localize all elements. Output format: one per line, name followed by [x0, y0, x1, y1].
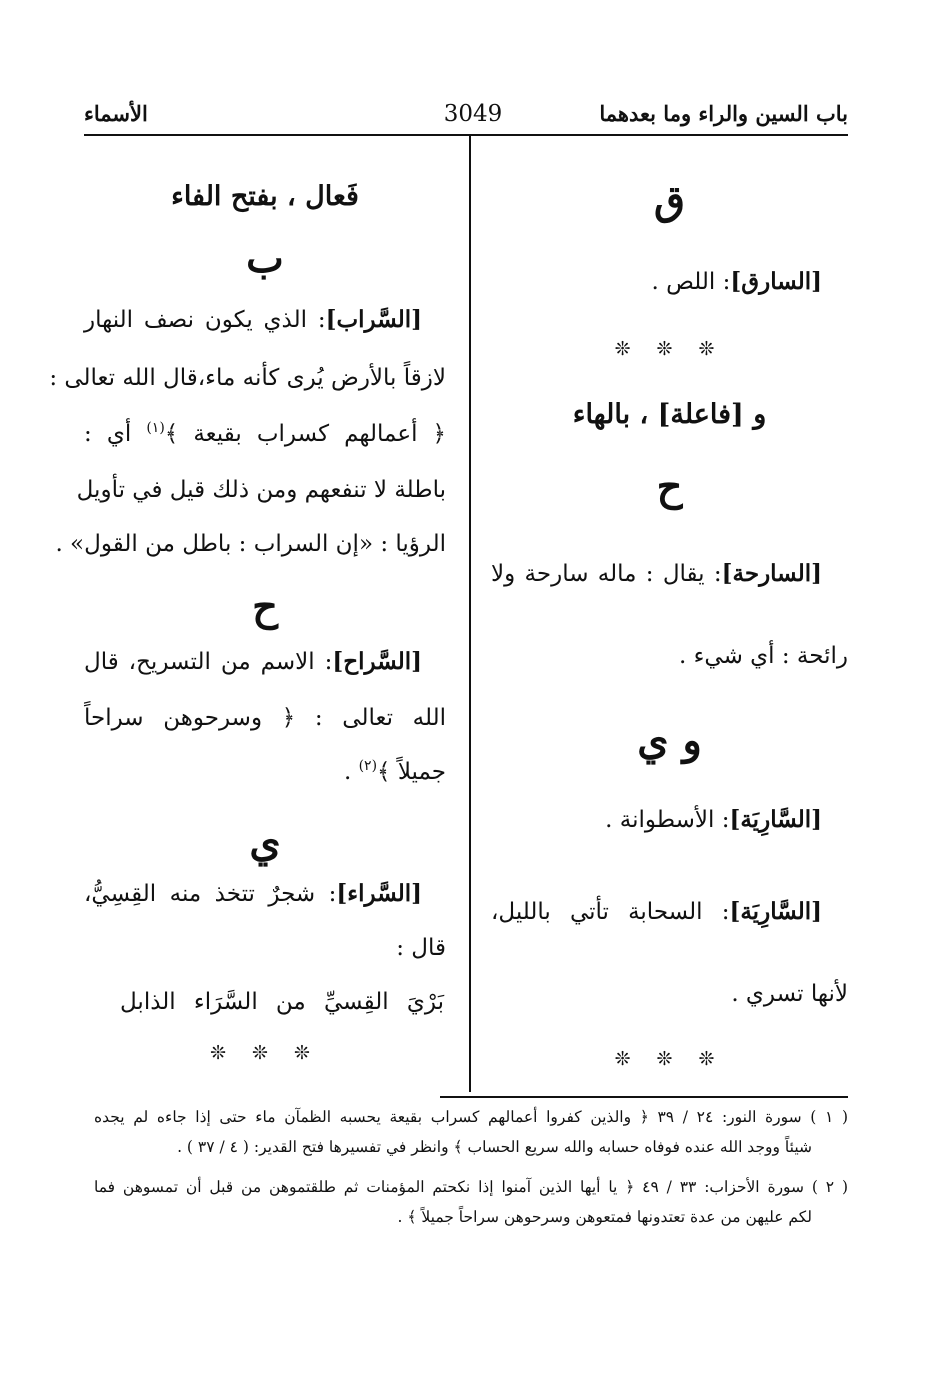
entry-definition: أي : — [84, 421, 132, 447]
letter-heading-waw-ya: و ي — [637, 717, 702, 764]
entry-term: [السَّراب] — [325, 306, 422, 333]
section-title: و [فاعلة] ، بالهاء — [572, 399, 767, 430]
page-number: 3049 — [443, 101, 503, 127]
entry-term: [السَّراح] — [332, 648, 422, 675]
footnote-2-line-2: لكم عليهن من عدة تعتدونها فمتعوهن وسرحوهن سراحاً جميلاً ﴾ . — [397, 1208, 812, 1226]
entry-sara-line-2: قال : — [396, 935, 446, 961]
letter-heading-ha: ح — [656, 463, 683, 510]
entry-sarah-line-1 — [84, 640, 422, 684]
footnote-1-line-1: ( ١ ) سورة النور: ٢٤ / ٣٩ ﴿ والذين كفروا أعمالهم كسراب بقيعة يحسبه الظمآن ماء حتى إذا جاءه لم يجده — [94, 1108, 849, 1126]
entry-sariya-cloud-line-1 — [491, 890, 822, 934]
column-divider — [469, 134, 471, 1092]
entry-sarab-line-3 — [84, 412, 446, 456]
entry-sara-line-1 — [84, 872, 422, 916]
entry-definition: : اللص . — [651, 269, 731, 295]
footnote-marker: (٢) — [358, 758, 378, 774]
entry-definition: : السحابة تأتي بالليل، — [491, 899, 730, 925]
footnote-marker: (١) — [146, 420, 165, 436]
entry-term: [السَّارِيَة] — [729, 898, 822, 925]
quran-quote: جميلاً ﴾ — [377, 759, 446, 785]
entry-sarab-line-1 — [84, 298, 422, 342]
letter-heading-ya: ي — [249, 819, 281, 866]
entry-definition: : الاسم من التسريح، قال — [84, 649, 333, 675]
separator-stars: ❊ ❊ ❊ — [210, 1042, 320, 1064]
header-rule — [84, 134, 848, 136]
entry-definition: : الأسطوانة . — [605, 807, 730, 833]
entry-term: [السَّراء] — [336, 880, 422, 907]
entry-term: [السَّارِيَة] — [729, 806, 822, 833]
section-title: فَعال ، بفتح الفاء — [171, 181, 359, 212]
entry-sarab-line-5: الرؤيا : «إن السراب : باطل من القول» . — [55, 531, 446, 557]
entry-sariya-column — [491, 798, 822, 842]
letter-heading-ha: ح — [252, 583, 278, 630]
separator-stars: ❊ ❊ ❊ — [614, 1048, 725, 1070]
entry-sarab-line-4: باطلة لا تنفعهم ومن ذلك قيل في تأويل — [76, 477, 446, 503]
letter-heading-qaf: ق — [653, 177, 686, 224]
footnote-1-line-2: شيئاً ووجد الله عنده فوفاه حسابه والله سريع الحساب ﴾ وانظر في تفسيرها فتح القدير: ( ٤ / ٣٧ ) . — [177, 1138, 812, 1156]
entry-definition: : الذي يكون نصف النهار — [84, 307, 326, 333]
entry-sariha-line-1 — [491, 552, 822, 596]
separator-stars: ❊ ❊ ❊ — [614, 338, 725, 360]
running-header-chapter: باب السين والراء وما بعدهما — [599, 101, 848, 126]
footnote-rule — [440, 1096, 848, 1098]
entry-sarah-line-3 — [84, 750, 446, 794]
entry-term: [السارحة] — [721, 560, 822, 587]
entry-punctuation: . — [343, 759, 352, 785]
entry-sariha-line-2: رائحة : أي شيء . — [678, 643, 848, 669]
entry-sarah-line-2: الله تعالى : ﴿ وسرحوهن سراحاً — [84, 705, 446, 731]
quran-quote: ﴿ أعمالهم كسراب بقيعة ﴾ — [164, 421, 447, 447]
entry-definition: : شجرٌ تتخذ منه القِسِيُّ، — [84, 881, 337, 907]
entry-term: [السارق] — [730, 268, 822, 295]
running-header-section: الأسماء — [84, 101, 148, 126]
footnote-2-line-1: ( ٢ ) سورة الأحزاب: ٣٣ / ٤٩ ﴿ يا أيها الذين آمنوا إذا نكحتم المؤمنات ثم طلقتموهن من قبل أن تمسوهن فما — [94, 1178, 848, 1196]
letter-heading-ba: ب — [246, 235, 284, 282]
entry-sariya-cloud-line-2: لأنها تسري . — [731, 981, 848, 1007]
poetry-verse: بَرْيَ القِسيِّ من السَّرَاء الذابل — [120, 989, 444, 1015]
entry-sariq — [491, 260, 822, 304]
entry-definition: : يقال : ماله سارحة ولا — [491, 561, 722, 587]
entry-sarab-line-2: لازقاً بالأرض يُرى كأنه ماء،قال الله تعالى : — [49, 365, 446, 391]
